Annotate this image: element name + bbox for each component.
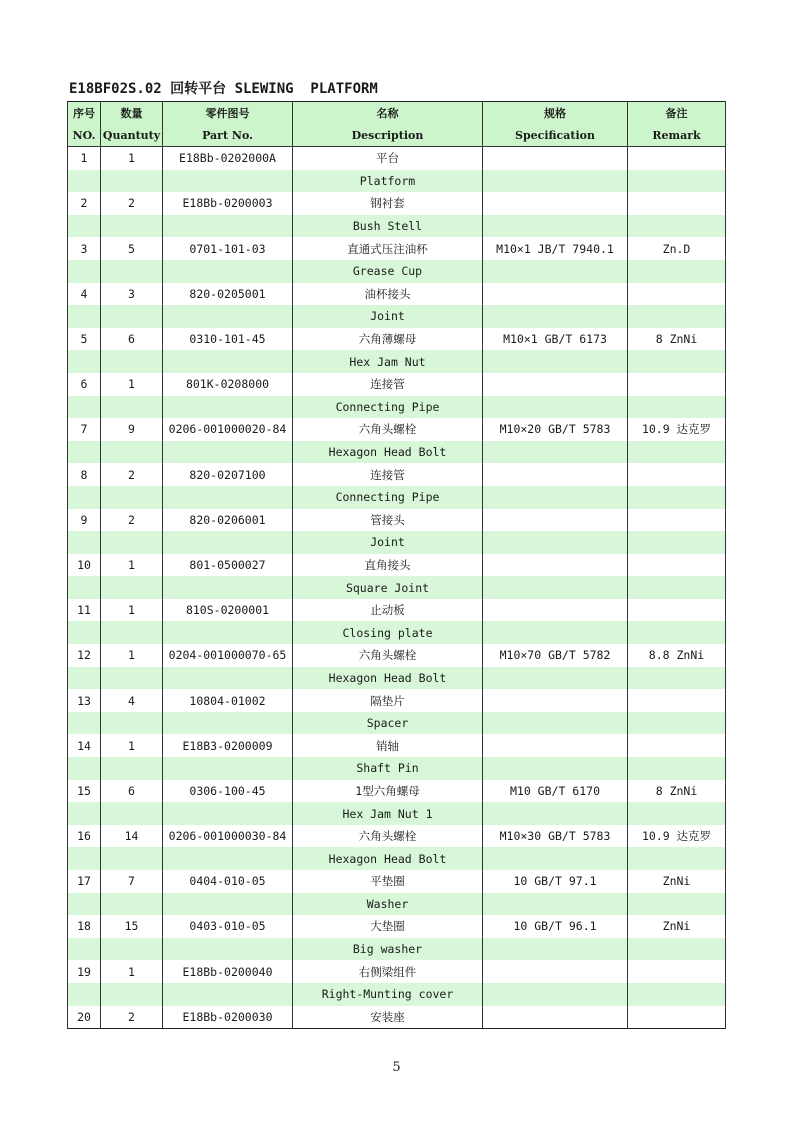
cell-empty (68, 396, 101, 419)
table-row-english (68, 757, 726, 780)
cell-qty: 1 (101, 734, 163, 757)
table-row (68, 780, 726, 803)
cell-no: 1 (68, 147, 101, 170)
cell-empty (101, 305, 163, 328)
table-row (68, 1006, 726, 1029)
table-row-english (68, 576, 726, 599)
cell-empty (628, 667, 726, 690)
cell-empty (68, 938, 101, 961)
cell-name-en: Hex Jam Nut 1 (293, 802, 483, 825)
cell-spec (483, 283, 628, 306)
cell-qty: 2 (101, 463, 163, 486)
cell-empty (628, 305, 726, 328)
cell-no: 14 (68, 734, 101, 757)
cell-remark: 8 ZnNi (628, 328, 726, 351)
header-cell-remark-cn: 备注 (628, 102, 726, 125)
table-row-english (68, 441, 726, 464)
cell-empty (101, 621, 163, 644)
cell-spec: M10×30 GB/T 5783 (483, 825, 628, 848)
cell-part-no: 820-0206001 (163, 509, 293, 532)
cell-empty (483, 260, 628, 283)
table-row (68, 915, 726, 938)
cell-empty (628, 802, 726, 825)
table-row-english (68, 802, 726, 825)
cell-spec (483, 373, 628, 396)
cell-remark: Zn.D (628, 237, 726, 260)
cell-spec: M10 GB/T 6170 (483, 780, 628, 803)
cell-empty (101, 215, 163, 238)
cell-empty (628, 396, 726, 419)
header-cell-qty-cn: 数量 (101, 102, 163, 125)
cell-empty (101, 802, 163, 825)
cell-name-cn: 右侧梁组件 (293, 960, 483, 983)
cell-empty (68, 983, 101, 1006)
table-row-english (68, 396, 726, 419)
cell-empty (628, 983, 726, 1006)
parts-table (67, 101, 726, 1029)
cell-part-no: E18B3-0200009 (163, 734, 293, 757)
cell-no: 5 (68, 328, 101, 351)
cell-empty (628, 757, 726, 780)
table-row (68, 644, 726, 667)
cell-name-cn: 油杯接头 (293, 283, 483, 306)
cell-no: 15 (68, 780, 101, 803)
cell-no: 16 (68, 825, 101, 848)
cell-qty: 1 (101, 373, 163, 396)
cell-empty (163, 938, 293, 961)
cell-name-cn: 钢衬套 (293, 192, 483, 215)
cell-remark: ZnNi (628, 870, 726, 893)
cell-empty (101, 350, 163, 373)
cell-spec: M10×20 GB/T 5783 (483, 418, 628, 441)
cell-empty (163, 170, 293, 193)
cell-empty (483, 576, 628, 599)
cell-empty (628, 938, 726, 961)
cell-part-no: 0310-101-45 (163, 328, 293, 351)
cell-empty (628, 350, 726, 373)
cell-empty (163, 531, 293, 554)
cell-no: 19 (68, 960, 101, 983)
cell-empty (163, 215, 293, 238)
cell-name-en: Hexagon Head Bolt (293, 847, 483, 870)
cell-spec (483, 509, 628, 532)
table-row (68, 418, 726, 441)
table-row-english (68, 893, 726, 916)
table-row-english (68, 847, 726, 870)
cell-empty (68, 260, 101, 283)
cell-empty (68, 215, 101, 238)
cell-remark (628, 734, 726, 757)
cell-empty (163, 396, 293, 419)
cell-name-en: Grease Cup (293, 260, 483, 283)
cell-qty: 7 (101, 870, 163, 893)
table-row (68, 599, 726, 622)
cell-spec: M10×1 GB/T 6173 (483, 328, 628, 351)
cell-empty (483, 621, 628, 644)
cell-empty (628, 170, 726, 193)
cell-empty (628, 847, 726, 870)
cell-part-no: 10804-01002 (163, 689, 293, 712)
cell-name-en: Right-Munting cover (293, 983, 483, 1006)
table-row (68, 147, 726, 170)
cell-part-no: E18Bb-0200040 (163, 960, 293, 983)
cell-name-en: Washer (293, 893, 483, 916)
cell-empty (101, 486, 163, 509)
cell-name-cn: 连接管 (293, 373, 483, 396)
cell-spec (483, 463, 628, 486)
cell-empty (163, 893, 293, 916)
cell-part-no: 0701-101-03 (163, 237, 293, 260)
cell-name-en: Bush Stell (293, 215, 483, 238)
cell-qty: 1 (101, 960, 163, 983)
cell-spec (483, 554, 628, 577)
cell-empty (101, 893, 163, 916)
cell-empty (483, 667, 628, 690)
cell-empty (483, 215, 628, 238)
cell-spec: 10 GB/T 97.1 (483, 870, 628, 893)
cell-qty: 1 (101, 554, 163, 577)
cell-remark (628, 689, 726, 712)
table-row-english (68, 983, 726, 1006)
cell-remark: 8 ZnNi (628, 780, 726, 803)
header-cell-spec-cn: 规格 (483, 102, 628, 125)
table-row-english (68, 531, 726, 554)
table-row (68, 328, 726, 351)
cell-part-no: 0206-001000030-84 (163, 825, 293, 848)
table-row (68, 554, 726, 577)
cell-name-en: Connecting Pipe (293, 486, 483, 509)
cell-qty: 1 (101, 644, 163, 667)
table-row (68, 463, 726, 486)
cell-empty (101, 938, 163, 961)
cell-qty: 1 (101, 599, 163, 622)
cell-name-cn: 隔垫片 (293, 689, 483, 712)
header-cell-spec-en: Specification (483, 124, 628, 147)
cell-empty (483, 441, 628, 464)
cell-part-no: E18Bb-0200030 (163, 1006, 293, 1029)
table-body (68, 147, 726, 1029)
cell-spec (483, 689, 628, 712)
cell-no: 17 (68, 870, 101, 893)
header-cell-name-en: Description (293, 124, 483, 147)
cell-empty (628, 215, 726, 238)
cell-no: 3 (68, 237, 101, 260)
cell-empty (163, 757, 293, 780)
cell-remark (628, 192, 726, 215)
cell-empty (628, 260, 726, 283)
cell-empty (483, 486, 628, 509)
cell-empty (483, 893, 628, 916)
cell-qty: 14 (101, 825, 163, 848)
cell-empty (68, 350, 101, 373)
table-row (68, 192, 726, 215)
cell-empty (101, 983, 163, 1006)
cell-name-cn: 连接管 (293, 463, 483, 486)
cell-empty (483, 350, 628, 373)
table-row (68, 825, 726, 848)
cell-name-cn: 直通式压注油杯 (293, 237, 483, 260)
cell-part-no: 0404-010-05 (163, 870, 293, 893)
cell-remark (628, 1006, 726, 1029)
cell-no: 9 (68, 509, 101, 532)
cell-empty (163, 712, 293, 735)
cell-empty (68, 170, 101, 193)
cell-empty (163, 350, 293, 373)
cell-name-cn: 止动板 (293, 599, 483, 622)
cell-name-en: Hex Jam Nut (293, 350, 483, 373)
cell-spec: M10×1 JB/T 7940.1 (483, 237, 628, 260)
cell-name-cn: 管接头 (293, 509, 483, 532)
cell-empty (101, 576, 163, 599)
cell-no: 13 (68, 689, 101, 712)
cell-empty (163, 802, 293, 825)
cell-empty (68, 667, 101, 690)
cell-remark (628, 509, 726, 532)
cell-empty (101, 531, 163, 554)
header-row-en (68, 124, 726, 147)
cell-empty (483, 531, 628, 554)
cell-empty (101, 757, 163, 780)
header-cell-qty-en: Quantuty (101, 124, 163, 147)
cell-empty (68, 486, 101, 509)
cell-empty (68, 893, 101, 916)
cell-no: 11 (68, 599, 101, 622)
cell-empty (628, 712, 726, 735)
header-row-cn (68, 102, 726, 125)
cell-qty: 6 (101, 780, 163, 803)
cell-spec (483, 1006, 628, 1029)
page-number: 5 (392, 1060, 401, 1075)
cell-empty (101, 667, 163, 690)
cell-remark (628, 960, 726, 983)
cell-spec: M10×70 GB/T 5782 (483, 644, 628, 667)
cell-qty: 2 (101, 192, 163, 215)
cell-name-en: Joint (293, 305, 483, 328)
cell-remark: 10.9 达克罗 (628, 825, 726, 848)
cell-qty: 5 (101, 237, 163, 260)
cell-qty: 6 (101, 328, 163, 351)
table-row-english (68, 260, 726, 283)
cell-spec: 10 GB/T 96.1 (483, 915, 628, 938)
table-row-english (68, 712, 726, 735)
page-title: E18BF02S.02 回转平台 SLEWING PLATFORM (69, 81, 378, 97)
cell-qty: 3 (101, 283, 163, 306)
header-cell-no-cn: 序号 (68, 102, 101, 125)
cell-empty (101, 441, 163, 464)
table-row (68, 870, 726, 893)
cell-no: 4 (68, 283, 101, 306)
cell-part-no: 810S-0200001 (163, 599, 293, 622)
table-row (68, 237, 726, 260)
cell-part-no: 0306-100-45 (163, 780, 293, 803)
cell-part-no: 801K-0208000 (163, 373, 293, 396)
cell-empty (163, 576, 293, 599)
table-row-english (68, 305, 726, 328)
cell-qty: 1 (101, 147, 163, 170)
cell-name-cn: 六角头螺栓 (293, 418, 483, 441)
cell-no: 20 (68, 1006, 101, 1029)
cell-empty (628, 531, 726, 554)
cell-empty (68, 441, 101, 464)
table-row-english (68, 621, 726, 644)
table-row-english (68, 938, 726, 961)
cell-empty (68, 802, 101, 825)
cell-empty (163, 486, 293, 509)
cell-spec (483, 192, 628, 215)
table-row-english (68, 350, 726, 373)
cell-empty (68, 712, 101, 735)
table-header (68, 102, 726, 147)
table-row (68, 689, 726, 712)
cell-empty (483, 938, 628, 961)
cell-spec (483, 960, 628, 983)
cell-name-en: Connecting Pipe (293, 396, 483, 419)
cell-name-cn: 1型六角螺母 (293, 780, 483, 803)
cell-empty (628, 893, 726, 916)
table-row-english (68, 215, 726, 238)
cell-name-cn: 六角头螺栓 (293, 644, 483, 667)
cell-part-no: 801-0500027 (163, 554, 293, 577)
cell-part-no: 0204-001000070-65 (163, 644, 293, 667)
table-row (68, 734, 726, 757)
cell-no: 7 (68, 418, 101, 441)
cell-remark: ZnNi (628, 915, 726, 938)
cell-empty (163, 305, 293, 328)
cell-empty (163, 260, 293, 283)
cell-part-no: 820-0205001 (163, 283, 293, 306)
cell-name-cn: 直角接头 (293, 554, 483, 577)
cell-part-no: E18Bb-0200003 (163, 192, 293, 215)
cell-name-en: Hexagon Head Bolt (293, 441, 483, 464)
cell-no: 2 (68, 192, 101, 215)
cell-name-cn: 六角薄螺母 (293, 328, 483, 351)
cell-name-cn: 安装座 (293, 1006, 483, 1029)
cell-qty: 2 (101, 1006, 163, 1029)
cell-name-en: Platform (293, 170, 483, 193)
cell-empty (483, 305, 628, 328)
cell-empty (163, 847, 293, 870)
cell-empty (68, 305, 101, 328)
cell-qty: 4 (101, 689, 163, 712)
cell-name-en: Hexagon Head Bolt (293, 667, 483, 690)
cell-empty (628, 621, 726, 644)
cell-name-en: Shaft Pin (293, 757, 483, 780)
table-row (68, 373, 726, 396)
cell-empty (101, 847, 163, 870)
cell-no: 8 (68, 463, 101, 486)
cell-empty (163, 441, 293, 464)
cell-name-en: Big washer (293, 938, 483, 961)
table-row (68, 960, 726, 983)
cell-spec (483, 734, 628, 757)
table-row (68, 509, 726, 532)
table-row (68, 283, 726, 306)
cell-empty (628, 576, 726, 599)
cell-no: 6 (68, 373, 101, 396)
header-cell-no-en: NO. (68, 124, 101, 147)
cell-empty (68, 847, 101, 870)
cell-empty (483, 757, 628, 780)
cell-qty: 9 (101, 418, 163, 441)
cell-empty (483, 983, 628, 1006)
header-cell-remark-en: Remark (628, 124, 726, 147)
cell-remark (628, 373, 726, 396)
cell-part-no: 0403-010-05 (163, 915, 293, 938)
cell-empty (68, 621, 101, 644)
cell-empty (628, 441, 726, 464)
cell-remark (628, 599, 726, 622)
cell-name-en: Joint (293, 531, 483, 554)
cell-remark: 8.8 ZnNi (628, 644, 726, 667)
cell-empty (101, 260, 163, 283)
cell-remark: 10.9 达克罗 (628, 418, 726, 441)
cell-empty (101, 170, 163, 193)
cell-no: 10 (68, 554, 101, 577)
table-row-english (68, 486, 726, 509)
cell-spec (483, 599, 628, 622)
cell-name-cn: 平垫圈 (293, 870, 483, 893)
cell-empty (163, 667, 293, 690)
cell-empty (68, 576, 101, 599)
cell-spec (483, 147, 628, 170)
cell-part-no: 0206-001000020-84 (163, 418, 293, 441)
cell-no: 18 (68, 915, 101, 938)
header-cell-part-cn: 零件图号 (163, 102, 293, 125)
cell-empty (628, 486, 726, 509)
cell-no: 12 (68, 644, 101, 667)
table-row-english (68, 170, 726, 193)
cell-empty (68, 757, 101, 780)
cell-remark (628, 283, 726, 306)
cell-empty (483, 712, 628, 735)
cell-remark (628, 463, 726, 486)
cell-empty (163, 621, 293, 644)
cell-name-cn: 平台 (293, 147, 483, 170)
cell-part-no: 820-0207100 (163, 463, 293, 486)
cell-qty: 2 (101, 509, 163, 532)
cell-name-en: Closing plate (293, 621, 483, 644)
cell-empty (163, 983, 293, 1006)
cell-empty (101, 396, 163, 419)
cell-name-en: Square Joint (293, 576, 483, 599)
table-row-english (68, 667, 726, 690)
cell-empty (101, 712, 163, 735)
cell-empty (68, 531, 101, 554)
header-cell-name-cn: 名称 (293, 102, 483, 125)
cell-name-en: Spacer (293, 712, 483, 735)
cell-name-cn: 大垫圈 (293, 915, 483, 938)
cell-part-no: E18Bb-0202000A (163, 147, 293, 170)
header-cell-part-en: Part No. (163, 124, 293, 147)
cell-remark (628, 554, 726, 577)
cell-name-cn: 销轴 (293, 734, 483, 757)
cell-empty (483, 847, 628, 870)
cell-name-cn: 六角头螺栓 (293, 825, 483, 848)
cell-qty: 15 (101, 915, 163, 938)
cell-remark (628, 147, 726, 170)
cell-empty (483, 396, 628, 419)
cell-empty (483, 170, 628, 193)
cell-empty (483, 802, 628, 825)
